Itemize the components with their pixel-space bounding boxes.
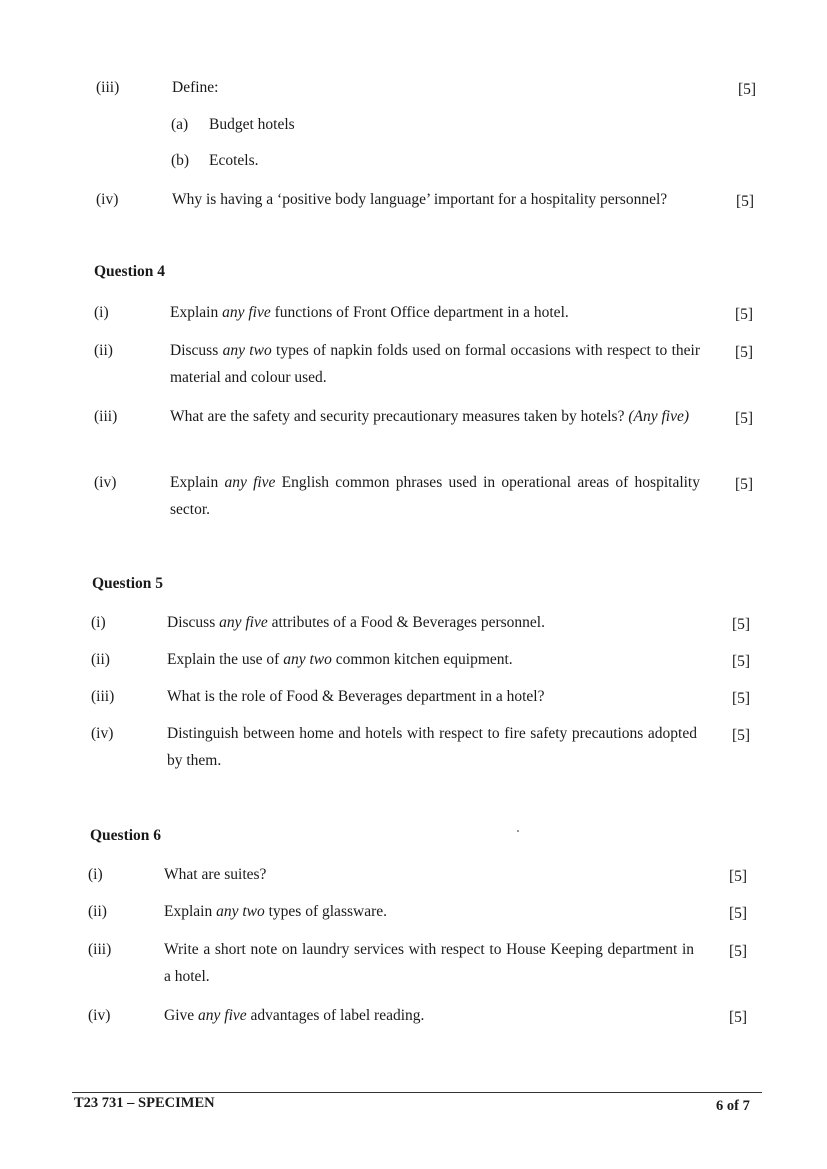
item-text: Give any five advantages of label reading. (164, 1007, 425, 1024)
item-number: (iv) (91, 725, 114, 742)
item-text: Write a short note on laundry services with respect to House Keeping department in a hotel. (164, 941, 694, 985)
item-number: (iii) (88, 941, 112, 958)
item-marks: [5] (735, 344, 754, 361)
item-text: Explain the use of any two common kitchen equipment. (167, 651, 513, 668)
question-4-heading: Question 4 (94, 263, 166, 280)
question-5-heading: Question 5 (92, 575, 164, 592)
item-text: What is the role of Food & Beverages department in a hotel? (167, 688, 545, 705)
item-text: Define: (172, 79, 219, 96)
item-number: (iii) (94, 408, 118, 425)
sub-text: Ecotels. (209, 152, 259, 169)
paper-code: T23 731 – SPECIMEN (74, 1095, 215, 1111)
item-marks: [5] (729, 943, 748, 960)
item-text: Discuss any two types of napkin folds used on formal occasions with respect to their material and colour used. (170, 342, 700, 386)
item-marks: [5] (729, 868, 748, 885)
item-marks: [5] (729, 1009, 748, 1026)
sub-label: (a) (171, 116, 189, 133)
item-marks: [5] (732, 690, 751, 707)
item-number: (i) (91, 614, 106, 631)
item-number: (ii) (88, 903, 107, 920)
item-number: (i) (94, 304, 109, 321)
item-text: Why is having a ‘positive body language’ important for a hospitality personnel? (172, 191, 668, 208)
item-number: (iv) (94, 474, 117, 491)
item-marks: [5] (736, 193, 755, 210)
item-number: (iv) (96, 191, 119, 208)
item-text: Explain any five functions of Front Office department in a hotel. (170, 304, 569, 321)
item-number: (iii) (91, 688, 115, 705)
item-marks: [5] (732, 616, 751, 633)
footer-divider (72, 1092, 762, 1093)
item-marks: [5] (732, 727, 751, 744)
item-marks: [5] (735, 306, 754, 323)
item-marks: [5] (735, 410, 754, 427)
item-number: (iv) (88, 1007, 111, 1024)
item-text: Discuss any five attributes of a Food & Beverages personnel. (167, 614, 545, 631)
item-text: What are suites? (164, 866, 267, 883)
item-text: Distinguish between home and hotels with respect to fire safety precautions adopted by them. (167, 725, 697, 769)
page-number: 6 of 7 (716, 1098, 750, 1114)
sub-label: (b) (171, 152, 190, 169)
item-number: (ii) (91, 651, 110, 668)
item-text: Explain any two types of glassware. (164, 903, 387, 920)
scan-speck (517, 830, 519, 832)
question-6-heading: Question 6 (90, 827, 162, 844)
item-number: (i) (88, 866, 103, 883)
item-text: Explain any five English common phrases used in operational areas of hospitality sector. (170, 474, 700, 518)
item-marks: [5] (729, 905, 748, 922)
item-marks: [5] (735, 476, 754, 493)
item-marks: [5] (732, 653, 751, 670)
item-number: (iii) (96, 79, 120, 96)
item-number: (ii) (94, 342, 113, 359)
item-marks: [5] (738, 81, 757, 98)
item-text: What are the safety and security precautionary measures taken by hotels? (Any five) (170, 408, 690, 425)
sub-text: Budget hotels (209, 116, 295, 133)
